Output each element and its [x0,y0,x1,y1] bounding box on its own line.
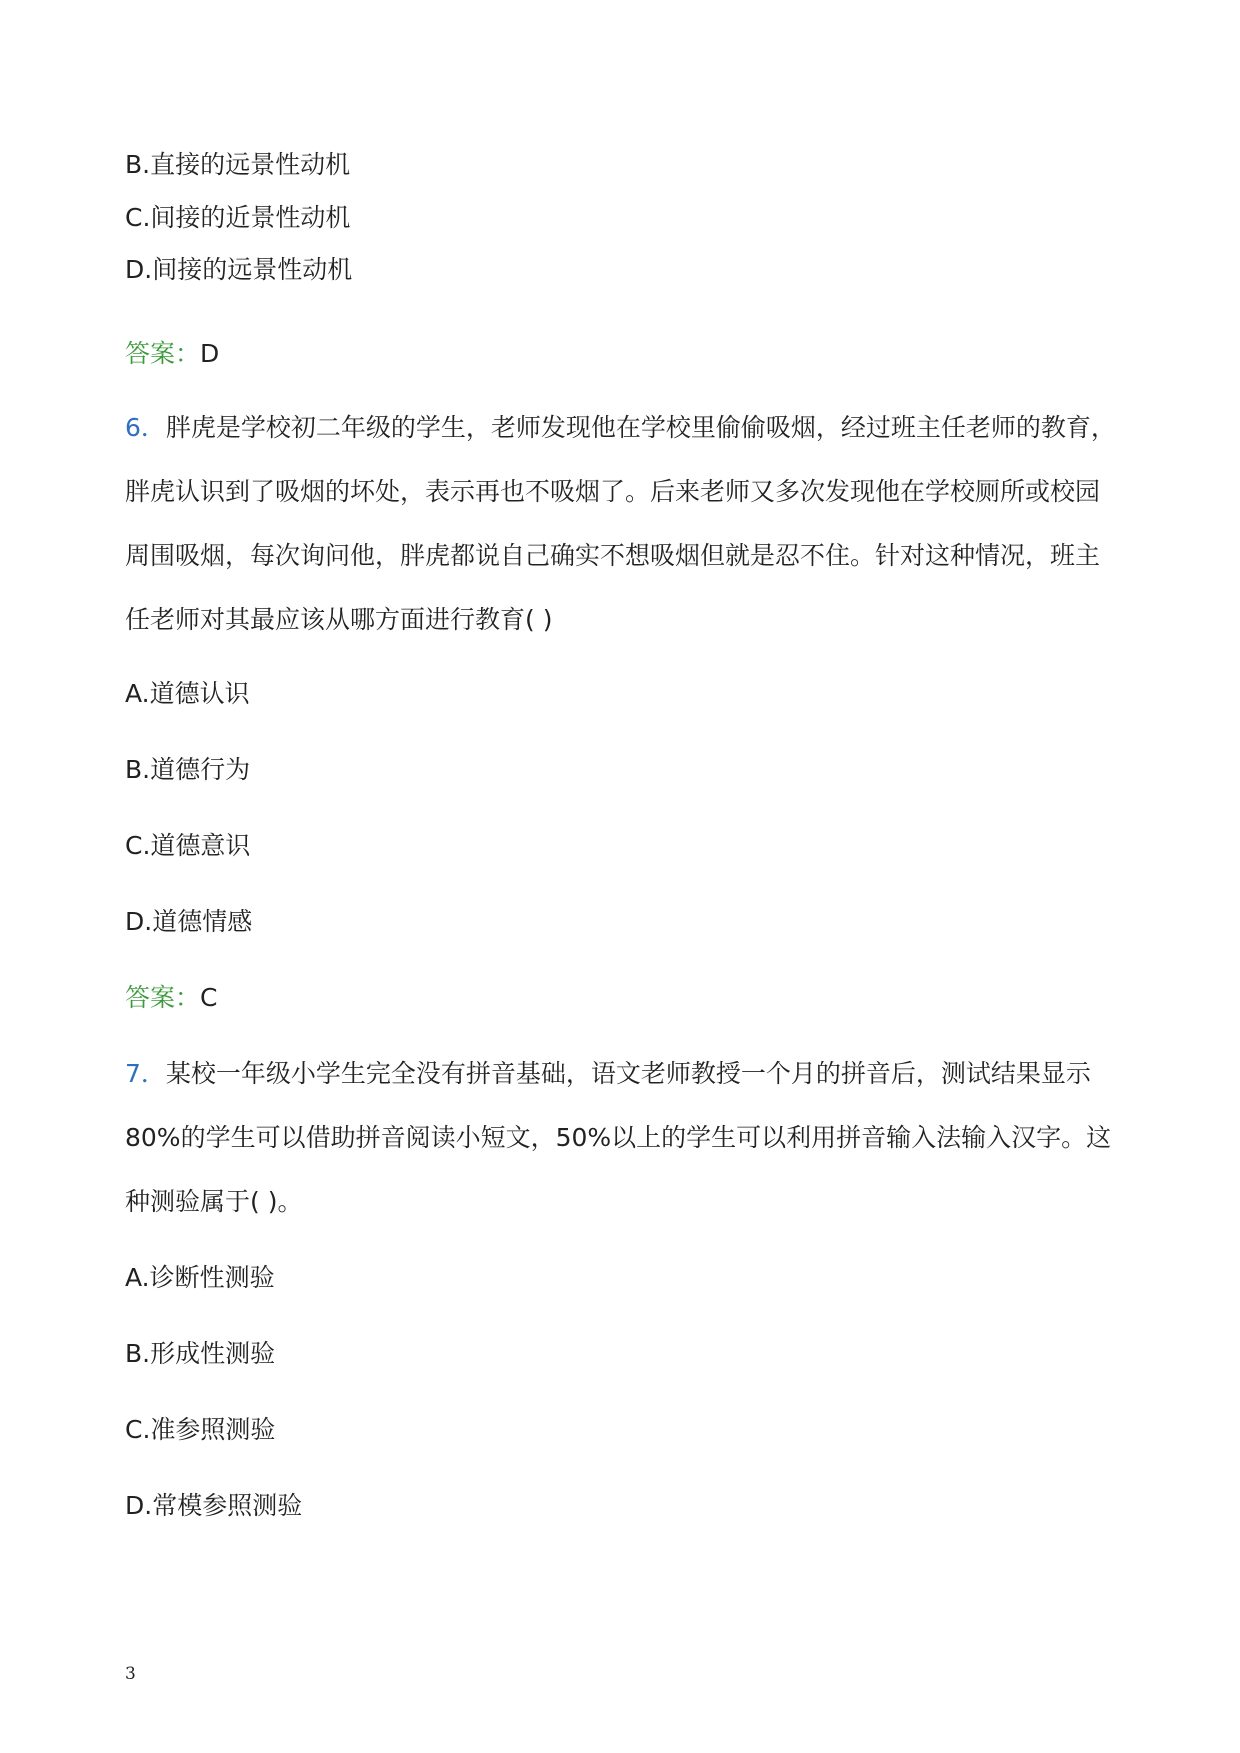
answer-value: D [200,339,220,368]
question-6-line-2: 胖虎认识到了吸烟的坏处，表示再也不吸烟了。后来老师又多次发现他在学校厕所或校园 [125,477,1101,506]
option-b: B.直接的远景性动机 [125,150,351,179]
question-6-line-1 [125,411,1116,445]
question-7-line-1 [125,1057,1091,1091]
option-a: A.诊断性测验 [125,1263,275,1292]
option-c: C.准参照测验 [125,1415,276,1444]
question-7-line-2: 80%的学生可以借助拼音阅读小短文，50%以上的学生可以利用拼音输入法输入汉字。这 [125,1123,1112,1152]
question-text: 某校一年级小学生完全没有拼音基础，语文老师教授一个月的拼音后，测试结果显示 [165,1059,1091,1088]
answer-line [125,981,217,1015]
answer-value: C [200,983,218,1012]
answer-label: 答案： [125,983,201,1012]
option-d: D.间接的远景性动机 [125,255,353,284]
option-b: B.道德行为 [125,755,251,784]
option-c: C.道德意识 [125,831,251,860]
question-7-line-3: 种测验属于( )。 [125,1187,303,1216]
question-number: 7． [125,1059,166,1088]
question-6-line-4: 任老师对其最应该从哪方面进行教育( ) [125,605,553,634]
answer-line [125,337,219,371]
question-6-line-3: 周围吸烟，每次询问他，胖虎都说自己确实不想吸烟但就是忍不住。针对这种情况，班主 [125,541,1101,570]
option-a: A.道德认识 [125,679,250,708]
option-d: D.道德情感 [125,907,253,936]
option-d: D.常模参照测验 [125,1491,303,1520]
answer-label: 答案： [125,339,201,368]
question-text: 胖虎是学校初二年级的学生，老师发现他在学校里偷偷吸烟，经过班主任老师的教育， [165,413,1116,442]
option-c: C.间接的近景性动机 [125,203,351,232]
question-number: 6． [125,413,166,442]
page-number: 3 [125,1664,136,1684]
option-b: B.形成性测验 [125,1339,276,1368]
